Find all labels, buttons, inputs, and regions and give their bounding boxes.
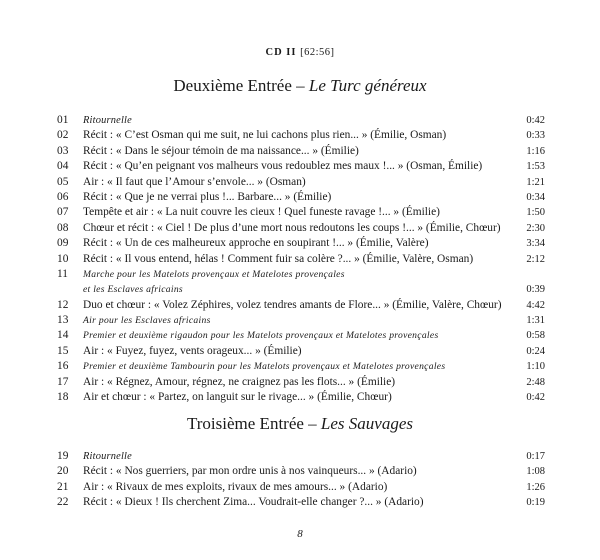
track-duration: 0:42 bbox=[526, 392, 545, 404]
track-number: 08 bbox=[57, 221, 69, 234]
track-number: 02 bbox=[57, 129, 69, 142]
track-number: 09 bbox=[57, 237, 69, 250]
track-title: Marche pour les Matelots provençaux et Matelotes provençales bbox=[83, 268, 345, 280]
track-number: 10 bbox=[57, 252, 69, 265]
track-title: Tempête et air : « La nuit couvre les cieux ! Quel funeste ravage !... » (Émilie) bbox=[83, 206, 440, 219]
cd-header bbox=[0, 47, 600, 58]
track-title: Air : « Il faut que l’Amour s’envole... » (Osman) bbox=[83, 175, 306, 188]
track-row bbox=[57, 190, 545, 205]
track-row bbox=[57, 205, 545, 220]
track-duration: 1:16 bbox=[526, 145, 545, 157]
track-number: 18 bbox=[57, 391, 69, 404]
track-number: 04 bbox=[57, 160, 69, 173]
track-number: 11 bbox=[57, 267, 68, 280]
track-title: et les Esclaves africains bbox=[83, 284, 183, 296]
cd-duration: [62:56] bbox=[300, 47, 335, 58]
track-number: 22 bbox=[57, 496, 69, 509]
track-duration: 1:31 bbox=[526, 315, 545, 327]
track-number: 05 bbox=[57, 175, 69, 188]
track-duration: 0:17 bbox=[526, 451, 545, 462]
track-title: Air : « Fuyez, fuyez, vents orageux... » (Émilie) bbox=[83, 344, 302, 357]
track-number: 15 bbox=[57, 344, 69, 357]
track-title: Air pour les Esclaves africains bbox=[83, 315, 211, 327]
track-number: 12 bbox=[57, 298, 69, 311]
track-duration: 2:30 bbox=[526, 222, 545, 234]
track-duration: 1:53 bbox=[526, 161, 545, 173]
track-row bbox=[57, 480, 545, 495]
track-duration: 2:12 bbox=[526, 253, 545, 265]
track-title: Air et chœur : « Partez, on languit sur le rivage... » (Émilie, Chœur) bbox=[83, 391, 392, 404]
track-duration: 0:34 bbox=[526, 191, 545, 203]
track-row bbox=[57, 390, 545, 405]
track-row bbox=[57, 236, 545, 251]
track-row bbox=[57, 267, 545, 282]
track-row bbox=[57, 375, 545, 390]
track-duration: 0:42 bbox=[526, 115, 545, 126]
track-title: Récit : « C’est Osman qui me suit, ne lui cachons plus rien... » (Émilie, Osman) bbox=[83, 129, 447, 142]
track-title: Récit : « Dieux ! Ils cherchent Zima... Voudrait-elle changer ?... » (Adario) bbox=[83, 496, 424, 509]
track-title: Air : « Régnez, Amour, régnez, ne craignez pas les flots... » (Émilie) bbox=[83, 375, 396, 388]
track-row bbox=[57, 495, 545, 510]
track-row bbox=[57, 221, 545, 236]
track-number: 07 bbox=[57, 206, 69, 219]
track-row bbox=[57, 252, 545, 267]
track-duration: 2:48 bbox=[526, 376, 545, 388]
track-duration: 0:33 bbox=[526, 130, 545, 142]
track-number: 01 bbox=[57, 114, 69, 126]
page-number: 8 bbox=[297, 528, 303, 540]
track-row bbox=[57, 449, 545, 464]
track-number: 06 bbox=[57, 190, 69, 203]
track-number: 19 bbox=[57, 450, 69, 462]
track-number: 20 bbox=[57, 465, 69, 478]
track-row bbox=[57, 128, 545, 143]
track-duration: 0:39 bbox=[526, 284, 545, 296]
track-title: Récit : « Que je ne verrai plus !... Barbare... » (Émilie) bbox=[83, 190, 332, 203]
track-number: 21 bbox=[57, 480, 69, 493]
track-title: Récit : « Qu’en peignant vos malheurs vous redoublez mes maux !... » (Osman, Émilie) bbox=[83, 160, 483, 173]
track-number: 16 bbox=[57, 360, 69, 373]
track-number: 03 bbox=[57, 144, 69, 157]
track-title: Récit : « Nos guerriers, par mon ordre unis à nos vainqueurs... » (Adario) bbox=[83, 465, 417, 478]
track-row bbox=[57, 359, 545, 374]
tracklist-deuxieme-entree bbox=[57, 113, 545, 405]
track-row bbox=[57, 298, 545, 313]
track-title: Récit : « Dans le séjour témoin de ma naissance... » (Émilie) bbox=[83, 144, 359, 157]
section-title-prefix: Troisième Entrée – bbox=[186, 414, 321, 433]
track-number: 17 bbox=[57, 375, 69, 388]
track-title: Premier et deuxième rigaudon pour les Matelots provençaux et Matelotes provençales bbox=[83, 330, 439, 342]
track-title: Ritournelle bbox=[83, 115, 132, 126]
track-title: Premier et deuxième Tambourin pour les Matelots provençaux et Matelotes provençales bbox=[83, 361, 446, 373]
track-title: Récit : « Un de ces malheureux approche en soupirant !... » (Émilie, Valère) bbox=[83, 237, 429, 250]
track-title: Chœur et récit : « Ciel ! De plus d’une mort nous redoutons les coups !... » (Émilie, Chœur) bbox=[83, 221, 501, 234]
track-number: 14 bbox=[57, 329, 69, 342]
track-row bbox=[57, 113, 545, 128]
track-number: 13 bbox=[57, 314, 69, 327]
track-title: Duo et chœur : « Volez Zéphires, volez tendres amants de Flore... » (Émilie, Valère, Chœur) bbox=[83, 298, 502, 311]
track-duration: 4:42 bbox=[526, 299, 545, 311]
section-title-italic: Le Turc généreux bbox=[308, 76, 427, 95]
track-row bbox=[57, 175, 545, 190]
track-row bbox=[57, 159, 545, 174]
section-title-troisieme-entree bbox=[0, 414, 600, 434]
track-row bbox=[57, 144, 545, 159]
track-row bbox=[57, 328, 545, 343]
track-duration: 0:24 bbox=[526, 345, 545, 357]
track-duration: 0:58 bbox=[526, 330, 545, 342]
section-title-italic: Les Sauvages bbox=[320, 414, 413, 433]
track-duration: 1:21 bbox=[526, 176, 545, 188]
track-duration: 1:08 bbox=[526, 466, 545, 478]
track-duration: 3:34 bbox=[526, 238, 545, 250]
track-row bbox=[57, 344, 545, 359]
track-duration: 1:50 bbox=[526, 207, 545, 219]
track-row bbox=[57, 313, 545, 328]
track-duration: 1:26 bbox=[526, 481, 545, 493]
tracklist-troisieme-entree bbox=[57, 449, 545, 511]
track-duration: 1:10 bbox=[526, 361, 545, 373]
track-title: Récit : « Il vous entend, hélas ! Comment fuir sa colère ?... » (Émilie, Valère, Osman) bbox=[83, 252, 474, 265]
section-title-prefix: Deuxième Entrée – bbox=[173, 76, 309, 95]
track-title: Ritournelle bbox=[83, 451, 132, 462]
section-title-deuxieme-entree bbox=[0, 76, 600, 96]
track-row bbox=[57, 282, 545, 297]
track-row bbox=[57, 464, 545, 479]
track-title: Air : « Rivaux de mes exploits, rivaux de mes amours... » (Adario) bbox=[83, 480, 388, 493]
track-duration: 0:19 bbox=[526, 497, 545, 509]
cd-label: CD II bbox=[265, 47, 297, 58]
